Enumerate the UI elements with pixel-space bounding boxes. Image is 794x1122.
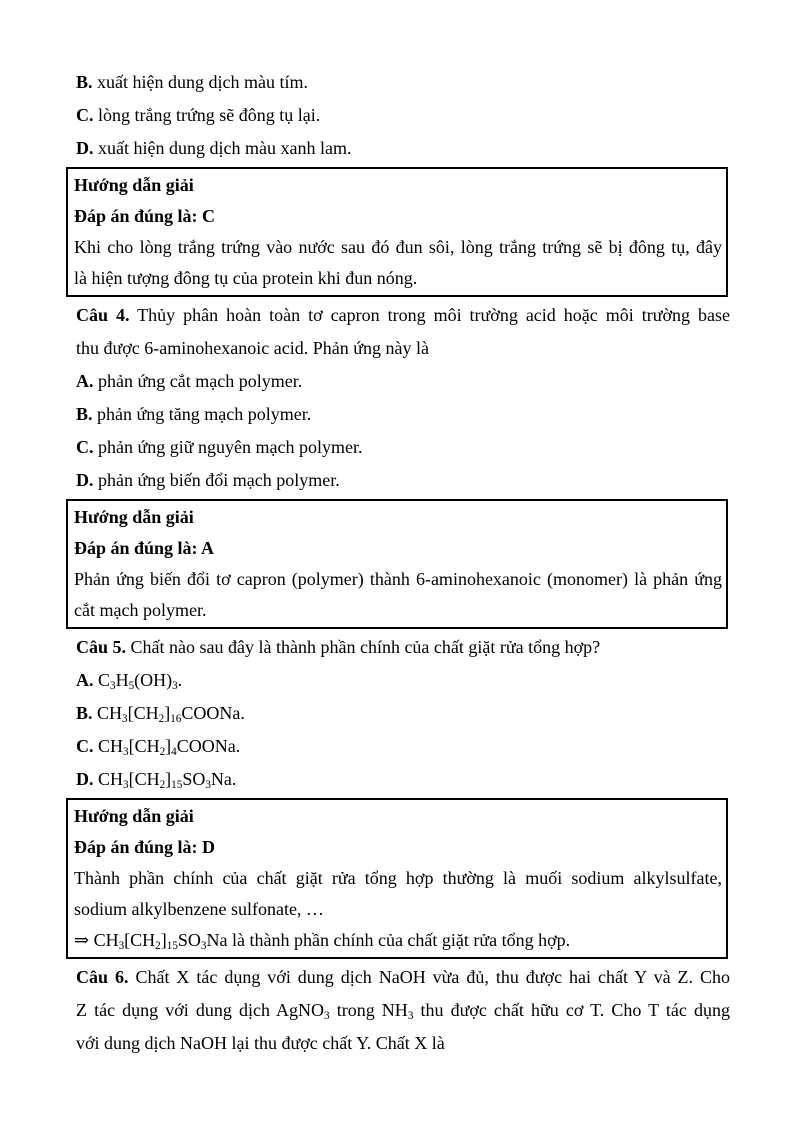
question-text-line: Z tác dụng với dung dịch AgNO$_3$ trong $NH_3$ thu được chất hữu cơ T. Cho T tác dụng bbox=[76, 1000, 730, 1023]
option-d-line: D. phản ứng biến đổi mạch polymer. bbox=[76, 470, 340, 490]
explanation-line: Thành phần chính của chất giặt rửa tổng hợp thường là muối sodium alkylsulfate, bbox=[74, 868, 722, 888]
option-d-line: D. xuất hiện dung dịch màu xanh lam. bbox=[76, 138, 352, 158]
correct-answer-line: Đáp án đúng là: A bbox=[74, 538, 215, 558]
option-c-line: C. $CH_3[CH_2]_4COONa$. bbox=[76, 736, 241, 759]
correct-answer-line: Đáp án đúng là: C bbox=[74, 206, 216, 226]
question-6 bbox=[76, 961, 730, 1060]
option-b-line: B. xuất hiện dung dịch màu tím. bbox=[76, 72, 308, 92]
option-d-line: D. $CH_3[CH_2]_{15}SO_3Na$. bbox=[76, 769, 237, 792]
explanation-line: Khi cho lòng trắng trứng vào nước sau đó đun sôi, lòng trắng trứng sẽ bị đông tụ, đây bbox=[74, 237, 722, 257]
option-a-line: A. phản ứng cắt mạch polymer. bbox=[76, 371, 303, 391]
explanation-line: sodium alkylbenzene sulfonate, … bbox=[74, 899, 324, 919]
solution-box-q4 bbox=[66, 499, 728, 629]
correct-answer-line: Đáp án đúng là: D bbox=[74, 837, 216, 857]
option-c-line: C. phản ứng giữ nguyên mạch polymer. bbox=[76, 437, 363, 457]
solution-header-line: Hướng dẫn giải bbox=[74, 175, 194, 195]
conclusion-line: ⇒ $CH_3[CH_2]_{15}SO_3Na$ là thành phần chính của chất giặt rửa tổng hợp. bbox=[74, 930, 571, 953]
question-text-line: thu được 6-aminohexanoic acid. Phản ứng này là bbox=[76, 338, 429, 358]
question-text-line: Câu 5. Chất nào sau đây là thành phần chính của chất giặt rửa tổng hợp? bbox=[76, 637, 601, 657]
question-text-line: Câu 4. Thủy phân hoàn toàn tơ capron trong môi trường acid hoặc môi trường base bbox=[76, 305, 730, 325]
explanation-line: là hiện tượng đông tụ của protein khi đun nóng. bbox=[74, 268, 418, 288]
question-4 bbox=[76, 299, 730, 497]
solution-header-line: Hướng dẫn giải bbox=[74, 507, 194, 527]
solution-box-q5 bbox=[66, 798, 728, 959]
option-b-line: B. phản ứng tăng mạch polymer. bbox=[76, 404, 312, 424]
prev-question-options bbox=[76, 66, 730, 165]
question-5 bbox=[76, 631, 730, 796]
explanation-line: Phản ứng biến đổi tơ capron (polymer) thành 6-aminohexanoic (monomer) là phản ứng bbox=[74, 569, 722, 589]
option-c-line: C. lòng trắng trứng sẽ đông tụ lại. bbox=[76, 105, 321, 125]
solution-header-line: Hướng dẫn giải bbox=[74, 806, 194, 826]
question-text-line: Câu 6. Chất X tác dụng với dung dịch NaOH vừa đủ, thu được hai chất Y và Z. Cho bbox=[76, 967, 730, 987]
option-b-line: B. $CH_3[CH_2]_{16}COONa$. bbox=[76, 703, 245, 726]
question-text-line: với dung dịch NaOH lại thu được chất Y. Chất X là bbox=[76, 1033, 445, 1053]
explanation-line: cắt mạch polymer. bbox=[74, 600, 207, 620]
solution-box-prev bbox=[66, 167, 728, 297]
option-a-line: A. $C_3H_5(OH)_3$. bbox=[76, 670, 183, 693]
